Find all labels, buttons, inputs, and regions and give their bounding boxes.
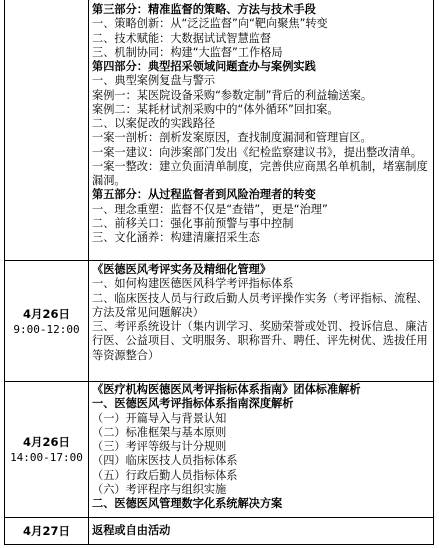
table-row: [4, 382, 434, 518]
content-cell: [89, 0, 433, 260]
content-cell: [89, 261, 433, 381]
date-cell: [5, 261, 89, 381]
content-line: 一案一剖析：剖析发案原因，查找制度漏洞和管理盲区。: [92, 131, 372, 145]
content-line: 一、策略创新：从“泛泛监督”向“靶向聚焦”转变: [92, 17, 328, 31]
content-line: 案例一：某医院设备采购“参数定制”背后的利益输送案。: [92, 88, 373, 102]
session-date: 4月26日: [22, 306, 70, 321]
date-cell: [5, 0, 89, 260]
table-row: [4, 261, 434, 382]
content-line: 二、临床医技人员与行政后勤人员考评操作实务（考评指标、流程、方法及常见问题解决）: [92, 291, 428, 319]
content-line: （三）考评等级与计分规则: [92, 440, 227, 453]
section-heading: 《医德医风考评实务及精细化管理》: [92, 263, 272, 276]
content-cell: [89, 382, 433, 517]
section-heading: 《医疗机构医德医风考评指标体系指南》团体标准解析: [92, 383, 361, 396]
section-heading: 第四部分：典型招采领域问题查办与案例实践: [92, 60, 316, 73]
content-line: 一案一建议：向涉案部门发出《纪检监察建议书》，提出整改清单。: [92, 145, 423, 159]
content-line: 二、以案促改的实践路径: [92, 117, 216, 130]
table-row: [4, 518, 434, 545]
content-line: 一、如何构建医德医风科学考评指标体系: [92, 277, 294, 291]
content-line: （二）标准框架与基本原则: [92, 425, 227, 439]
section-heading: 二、医德医风管理数字化系统解决方案: [92, 497, 283, 510]
section-heading: 第五部分：从过程监督者到风险治理者的转变: [92, 188, 316, 202]
content-line: 一、理念重塑：监督不仅是“查错”，更是“治理”: [92, 202, 328, 216]
section-heading: 返程或自由活动: [92, 524, 171, 537]
session-time: 14:00-17:00: [10, 451, 83, 464]
content-line: 二、前移关口：强化事前预警与事中控制: [92, 216, 294, 230]
content-line: （四）临床医技人员指标体系: [92, 454, 238, 468]
content-line: 三、考评系统设计（集内训学习、奖励荣誉或处罚、投诉信息、廉洁行医、公益项目、文明服务、职称晋升、聘任、评先树优、选拔任用等资源整合）: [92, 320, 428, 362]
content-line: 三、文化涵养：构建清廉招采生态: [92, 231, 260, 244]
table-row: [4, 0, 434, 261]
content-line: （一）开篇导入与背景认知: [92, 411, 227, 425]
section-heading: 第三部分：精准监督的策略、方法与技术手段: [92, 3, 316, 16]
content-line: （五）行政后勤人员指标体系: [92, 468, 238, 482]
content-line: （六）考评程序与组织实施: [92, 482, 227, 496]
content-line: 一、典型案例复盘与警示: [92, 74, 216, 88]
session-date: 4月27日: [22, 524, 70, 538]
content-line: 一案一整改：建立负面清单制度，完善供应商黑名单机制，堵塞制度漏洞。: [92, 159, 428, 187]
content-line: 三、机制协同：构建“大监督”工作格局: [92, 45, 283, 59]
session-date: 4月26日: [22, 435, 70, 449]
date-cell: [5, 382, 89, 517]
section-heading: 一、医德医风考评指标体系指南深度解析: [92, 397, 294, 411]
content-line: 案例二：某耗材试剂采购中的“体外循环”回扣案。: [92, 102, 339, 116]
content-cell: [89, 518, 433, 544]
session-time: 9:00-12:00: [13, 322, 80, 336]
date-cell: [5, 518, 89, 544]
content-line: 二、技术赋能：大数据试试智慧监督: [92, 31, 272, 45]
schedule-table: [4, 0, 434, 546]
